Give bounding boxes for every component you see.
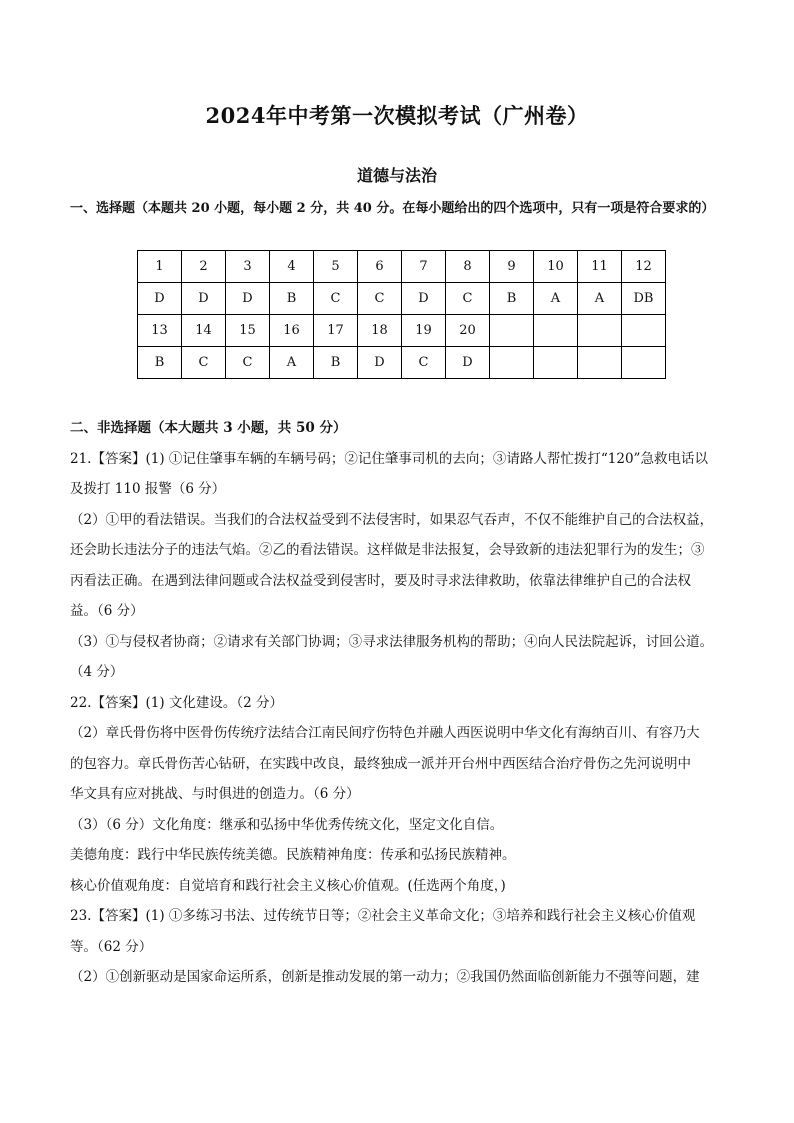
answer-table-row — [138, 347, 666, 379]
answer-text-line: 的包容力。章氏骨伤苦心钻研，在实践中改良，最终独成一派并开台州中西医结合治疗骨伤之先河说明中 — [70, 755, 691, 772]
answer-table-cell: 5 — [314, 251, 358, 283]
answer-text-line: 等。（62 分） — [70, 938, 153, 955]
answer-table-cell: 1 — [138, 251, 182, 283]
answer-table-cell: B — [314, 347, 358, 379]
answer-table-cell: C — [402, 347, 446, 379]
answer-table-cell: B — [490, 283, 534, 315]
answer-table-cell: C — [446, 283, 490, 315]
answer-table-row — [138, 315, 666, 347]
answer-table-cell: 13 — [138, 315, 182, 347]
answer-table-cell — [622, 315, 666, 347]
answer-table-cell: D — [138, 283, 182, 315]
answer-table-cell: 9 — [490, 251, 534, 283]
answer-table-cell: 6 — [358, 251, 402, 283]
answer-table-cell: A — [270, 347, 314, 379]
answer-table-cell — [490, 347, 534, 379]
answer-text-line: 23.【答案】(1) ①多练习书法、过传统节日等；②社会主义革命文化；③培养和践行社会主义核心价值观 — [70, 908, 696, 924]
answer-table-cell: B — [270, 283, 314, 315]
answer-table — [137, 250, 666, 379]
answer-table-cell: C — [226, 347, 270, 379]
answer-text-line: （3）（6 分）文化角度：继承和弘扬中华优秀传统文化，坚定文化自信。 — [70, 816, 504, 833]
answer-text-line: 及拨打 110 报警（6 分） — [70, 481, 226, 497]
answer-table-cell — [534, 315, 578, 347]
answer-table-cell: 3 — [226, 251, 270, 283]
answer-text-line: 华文具有应对挑战、与时俱进的创造力。（6 分） — [70, 786, 360, 802]
answer-text-line: 益。（6 分） — [70, 603, 144, 619]
answer-table-cell: 14 — [182, 315, 226, 347]
answer-table-cell: 16 — [270, 315, 314, 347]
answer-table-cell — [578, 315, 622, 347]
section-1-heading: 一、选择题（本题共 20 小题，每小题 2 分，共 40 分。在每小题给出的四个选项中，只有一项是符合要求的） — [70, 201, 715, 216]
answer-text-line: 核心价值观角度：自觉培育和践行社会主义核心价值观。(任选两个角度，) — [70, 877, 506, 894]
answer-table-cell — [534, 347, 578, 379]
answer-table-cell: D — [182, 283, 226, 315]
answer-table-cell: DB — [622, 283, 666, 315]
answer-text-line: 21.【答案】(1) ①记住肇事车辆的车辆号码；②记住肇事司机的去向；③请路人帮忙拨打“120”急救电话以 — [70, 450, 708, 467]
answer-table-cell: D — [358, 347, 402, 379]
answer-table-row — [138, 251, 666, 283]
answer-text-line: 还会助长违法分子的违法气焰。②乙的看法错误。这样做是非法报复，会导致新的违法犯罪行为的发生；③ — [70, 542, 705, 558]
answer-table-cell: A — [578, 283, 622, 315]
answer-text-line: 丙看法正确。在遇到法律问题或合法权益受到侵害时，要及时寻求法律救助，依靠法律维护自己的合法权 — [70, 572, 691, 589]
answer-table-cell: C — [182, 347, 226, 379]
answer-table-cell: B — [138, 347, 182, 379]
answer-text-line: 22.【答案】(1) 文化建设。（2 分） — [70, 694, 284, 711]
answer-table-cell: 7 — [402, 251, 446, 283]
answer-table-cell: 12 — [622, 251, 666, 283]
answer-table-cell: 10 — [534, 251, 578, 283]
answer-text-line: （3）①与侵权者协商；②请求有关部门协调；③寻求法律服务机构的帮助；④向人民法院起诉，讨回公道。 — [70, 633, 714, 650]
answer-text-line: （2）①创新驱动是国家命运所系，创新是推动发展的第一动力；②我国仍然面临创新能力不强等问题，建 — [70, 969, 700, 985]
answer-table-cell — [622, 347, 666, 379]
answer-table-cell: D — [446, 347, 490, 379]
answer-table-cell — [578, 347, 622, 379]
answer-table-cell: 20 — [446, 315, 490, 347]
answer-table-cell: 17 — [314, 315, 358, 347]
answer-table-cell: 19 — [402, 315, 446, 347]
answer-table-cell — [490, 315, 534, 347]
answer-text-line: （2）①甲的看法错误。当我们的合法权益受到不法侵害时，如果忍气吞声，不仅不能维护自己的合法权益， — [70, 511, 714, 528]
answer-table-cell: 18 — [358, 315, 402, 347]
section-2-heading: 二、非选择题（本大题共 3 小题，共 50 分） — [70, 420, 347, 436]
answer-text-line: （4 分） — [70, 664, 124, 680]
answer-table-cell: 8 — [446, 251, 490, 283]
answer-table-cell: 4 — [270, 251, 314, 283]
answer-table-cell: D — [226, 283, 270, 315]
answer-table-cell: D — [402, 283, 446, 315]
answer-table-cell: 11 — [578, 251, 622, 283]
answer-text-line: （2）章氏骨伤将中医骨伤传统疗法结合江南民间疗伤特色并融人西医说明中华文化有海纳百川、有容乃大 — [70, 725, 700, 741]
section-2 — [70, 413, 732, 993]
answer-table-cell: C — [314, 283, 358, 315]
answer-table-row — [138, 283, 666, 315]
answer-table-cell: C — [358, 283, 402, 315]
answer-table-cell: 15 — [226, 315, 270, 347]
answer-text-line: 美德角度：践行中华民族传统美德。民族精神角度：传承和弘扬民族精神。 — [70, 847, 516, 863]
subject-title: 道德与法治 — [356, 166, 437, 185]
answer-table-cell: 2 — [182, 251, 226, 283]
answer-table-cell: A — [534, 283, 578, 315]
page-title: 2024年中考第一次模拟考试（广州卷） — [205, 103, 589, 128]
